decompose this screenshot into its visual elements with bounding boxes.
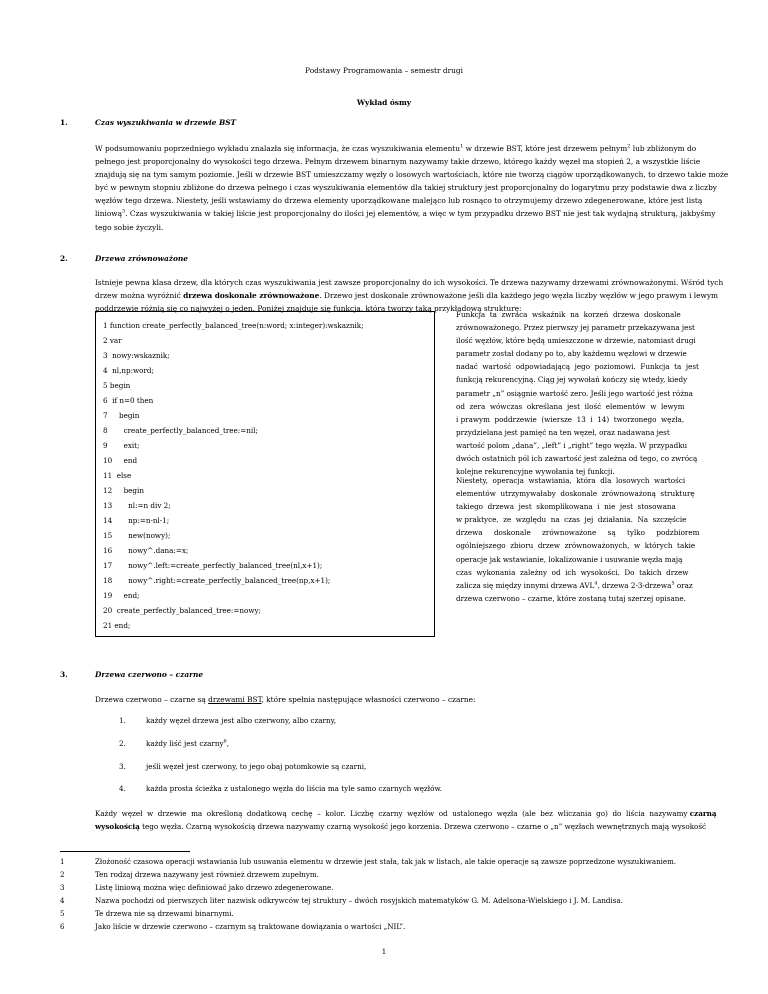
list-number: 4. [119,784,126,793]
footnote-text: Listę liniową można więc definiować jako drzewo zdegenerowane. [95,883,334,892]
text-line: parametr „n” osiągnie wartość zero. Jeśli jego wartość jest różna [456,388,693,398]
lecture-title: Wykład ósmy [356,98,412,107]
footnote-text: Złożoność czasowa operacji wstawiania lub usuwania elementu w drzewie jest stała, tak jak w listach, ale takie operacje są zawsze poprzedzone wyszukiwaniem. [95,857,677,866]
text-line: kolejne rekurencyjne wywołania tej funkcji. [456,467,615,477]
list-item [146,739,229,748]
footnote-number: 1 [60,857,65,866]
footnote-text: Te drzewa nie są drzewami binarnymi. [95,909,234,918]
text-line: od zera wówczas określana jest ilość elementów w lewym [456,401,685,411]
code-line: 21 end; [103,621,131,630]
footnote-text: Ten rodzaj drzewa nazywany jest również drzewem zupełnym. [95,870,319,879]
bold-term: drzewa doskonale zrównoważone [183,291,320,301]
text-line: W podsumowaniu poprzedniego wykładu znalazła się informacja, że czas wyszukiwania elementu [95,144,461,153]
text-line: czas wykonania zależny od ich wysokości. Do takich drzew [456,567,689,577]
footnote-separator [60,851,190,852]
code-line: 18 nowy^.right:=create_perfectly_balanced_tree(np,x+1); [103,576,331,585]
bst-link[interactable]: drzewami BST [208,695,262,704]
text-line: zrównoważonego. Przez pierwszy jej parametr przekazywana jest [456,323,695,333]
footnote-ref[interactable]: 3 [122,209,126,215]
code-line: 5 begin [103,381,131,390]
text-line: pełnego jest proporcjonalny do wysokości tego drzewa. Pełnym drzewem binarnym nazywamy takie drzewo, którego każdy węzeł ma stopień 2, a wszystkie liście [95,157,701,167]
text-line: , drzewa 2-3-drzewa [597,580,672,590]
code-line: 20 create_perfectly_balanced_tree:=nowy; [103,606,261,615]
footnote-ref[interactable]: 1 [460,143,464,150]
text-line: takiego drzewa jest skomplikowana i nie jest stosowana [456,502,676,512]
list-item: każdy węzeł drzewa jest albo czerwony, albo czarny, [146,716,337,725]
list-number: 1. [119,716,126,725]
text-line: parametr został dodany po to, aby każdemu węzłowi w drzewie [456,349,687,359]
text-line: lub zbliżonym do [632,144,697,153]
list-item: jeśli węzeł jest czerwony, to jego obaj potomkowie są czarni, [146,762,367,771]
side-paragraph-1 [456,308,708,478]
text-line: Istnieje pewna klasa drzew, dla których czas wyszukiwania jest zawsze proporcjonalny do ich wysokości. Te drzewa nazywamy drzewami zrównoważonymi. Wśród tych [95,278,724,287]
text-line: Funkcja ta zwraca wskaźnik na korzeń drzewa doskonale [456,310,681,319]
code-line: 11 else [103,471,132,480]
text-line: . Drzewo jest doskonale zrównoważone jeśli dla każdego jego węzła liczby węzłów w jego prawym i lewym [319,291,719,301]
section-3-number: 3. [60,670,68,679]
code-line: 13 nl:=n div 2; [103,501,171,510]
text-line: zalicza się między innymi drzewa AVL [456,580,595,590]
text-line: elementów utrzymywałaby doskonale zrównoważoną strukturę [456,489,695,499]
footnote-ref[interactable]: 4 [594,580,598,587]
section-2-number: 2. [60,254,68,263]
footnote-ref[interactable]: 5 [671,580,675,587]
section-1-paragraph [95,142,729,234]
code-line: 10 end [103,456,138,465]
text-line: drzew można wyróżnić [95,291,181,301]
code-line: 6 if n=0 then [103,396,154,405]
bold-term: wysokością [95,822,140,832]
text-line: węzłów tego drzewa. Niestety, jeśli wstawiamy do drzewa elementy uporządkowane malejąco lub rosnąco to otrzymujemy drzewo zdegenerowane, które jest listą [95,196,703,206]
text-line: drzewa czerwono – czarne, które zostaną tutaj szerzej opisane. [456,593,686,603]
footnote-text: Nazwa pochodzi od pierwszych liter nazwisk odkrywców tej struktury – dwóch rosyjskich matematyków G. M. Adelsona-Wielskiego i J. M. Landisa. [95,896,623,905]
footnote-ref[interactable]: 6 [223,738,227,745]
running-header: Podstawy Programowania – semestr drugi [305,66,463,75]
text-span: Drzewa czerwono – czarne są [95,695,209,704]
text-line: . Czas wyszukiwania w takiej liście jest proporcjonalny do ilości jej elementów, a więc w tym przypadku drzewo BST nie jest tak wydajną strukturą, jakbyśmy [125,209,716,219]
text-span: tego węzła. Czarną wysokością drzewa nazywamy czarną wysokość jego korzenia. Drzewa czerwono – czarne o „n” węzłach wewnętrznych mają wysokość [139,822,707,832]
text-line: dwóch ostatnich pól ich zawartość jest zależna od tego, co zwrócą [456,454,698,464]
list-item-text: , [226,739,230,748]
code-line: 4 nl,np:word; [103,366,154,375]
text-line: w praktyce, ze względu na czas jej działania. Na szczęście [456,515,687,525]
text-line: drzewa doskonale zrównoważone są tylko podzbiorem [456,528,700,538]
code-line: 14 np:=n-nl-1; [103,516,170,525]
footnote-number: 5 [60,909,65,918]
code-line: 8 create_perfectly_balanced_tree:=nil; [103,426,258,435]
text-line: operacje jak wstawianie, lokalizowanie i usuwanie węzła mają [456,554,683,564]
section-3-title: Drzewa czerwono – czarne [95,670,204,679]
text-span: Każdy węzeł w drzewie ma określoną dodatkową cechę – kolor. Liczbę czarny węzłów od ustalonego węzła (ale bez wliczania go) do liścia nazywamy [95,809,688,818]
text-line: i prawym poddrzewie (wiersze 13 i 14) tworzonego węzła, [456,414,685,424]
text-line: wartość polom „dana”, „left” i „right” tego węzła. W przypadku [456,440,688,450]
footnote-number: 6 [60,922,65,931]
list-item: każda prosta ścieżka z ustalonego węzła do liścia ma tyle samo czarnych węzłów. [146,784,443,793]
text-line: liniową [95,209,123,219]
footnote-number: 4 [60,896,65,905]
text-span: , które spełnia następujące własności czerwono – czarne: [261,695,476,704]
text-line: w drzewie BST, które jest drzewem pełnym [465,144,628,153]
code-line: 7 begin [103,411,140,420]
code-line: 9 exit; [103,441,140,450]
text-line: Niestety, operacja wstawiania, która dla losowych wartości [456,476,686,485]
list-number: 2. [119,739,126,748]
side-paragraph-2 [456,474,708,605]
section-3-intro [95,693,476,706]
bold-term: czarną [689,809,717,818]
section-2-title: Drzewa zrównoważone [95,254,188,263]
code-line: 19 end; [103,591,140,600]
code-line: 3 nowy:wskaznik; [103,351,170,360]
footnote-number: 2 [60,870,65,879]
text-line: funkcją rekurencyjną. Ciąg jej wywołań kończy się wtedy, kiedy [456,375,688,385]
code-line: 16 nowy^.dana:=x; [103,546,189,555]
text-line: nadać wartość odpowiadającą jego poziomowi. Funkcja ta jest [456,362,699,372]
footnote-number: 3 [60,883,65,892]
list-item-text: każdy liść jest czarny [146,739,224,748]
section-1-title: Czas wyszukiwania w drzewie BST [95,118,237,127]
code-line: 17 nowy^.left:=create_perfectly_balanced_tree(nl,x+1); [103,561,323,570]
text-line: ogólniejszego zbioru drzew zrównoważonych, w których takie [456,541,696,551]
code-line: 12 begin [103,486,144,495]
text-line: poddrzewie różnią się co najwyżej o jeden. Poniżej znajduje się funkcja, która tworzy taką przykładową strukturę: [95,304,522,314]
page-number: 1 [381,947,387,956]
code-line: 15 new(nowy); [103,531,171,540]
text-line: być w pewnym stopniu zbliżone do drzewa pełnego i czas wyszukiwania elementów dla takiej struktury jest proporcjonalny do logarytmu przy podstawie dwa z liczby [95,183,717,193]
text-line: oraz [674,580,693,590]
section-1-number: 1. [60,118,68,127]
footnote-ref[interactable]: 2 [627,143,631,150]
code-line: 1 function create_perfectly_balanced_tree(n:word; x:integer):wskaznik; [103,321,364,330]
list-number: 3. [119,762,126,771]
code-line: 2 var [103,336,122,345]
text-line: znajdują się na tym samym poziomie. Jeśli w drzewie BST umieszczamy węzły o losowych wartościach, które nie tworzą ciągów uporządkowanych, to drzewo takie może [95,170,729,180]
text-line: tego sobie życzyli. [95,222,164,232]
text-line: ilość węzłów, które będą umieszczone w drzewie, natomiast drugi [456,336,696,346]
code-listing [95,311,435,637]
text-line: przydzielana jest pamięć na ten węzeł, oraz nadawana jest [456,427,670,437]
footnote-text: Jako liście w drzewie czerwono – czarnym są traktowane dowiązania o wartości „NIL”. [95,922,406,931]
section-3-closing [95,807,717,833]
